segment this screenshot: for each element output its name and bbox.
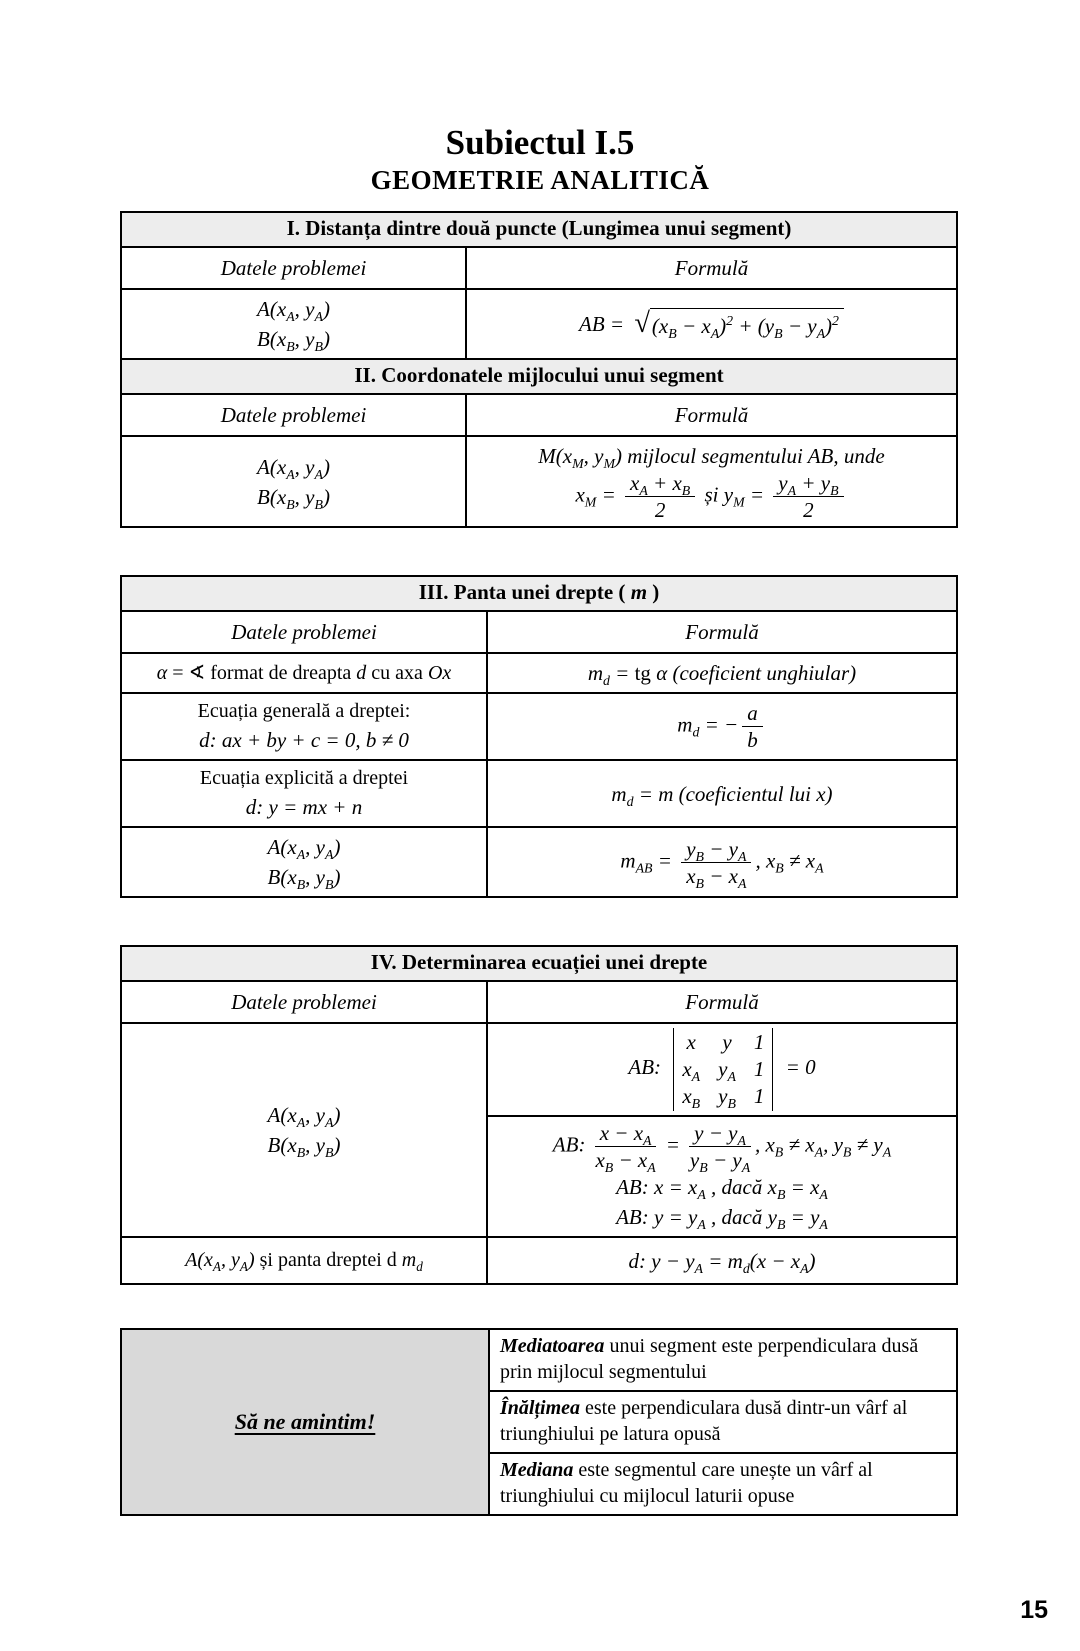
- section-1-header: I. Distanța dintre două puncte (Lungimea unui segment): [122, 213, 956, 246]
- point-slope-formula: d: $y - y_A = m_d(x - x_A)$: [628, 1248, 816, 1276]
- distance-row: [122, 288, 956, 358]
- document-page: [0, 124, 1080, 1651]
- column-labels-row: [122, 393, 956, 435]
- section-3-header: III. Panta unei drepte ( m ): [122, 577, 956, 610]
- vertical-line-case: AB: $x = x_A$ , dacă $x_B = x_A$: [616, 1175, 828, 1203]
- two-points-equation-row: [122, 1022, 956, 1236]
- column-labels-row: [122, 610, 956, 652]
- definition-inaltimea: Înălțimea este perpendiculara dusă dintr-un vârf al triunghiului pe latura opusă: [490, 1390, 956, 1452]
- midpoint-row: [122, 435, 956, 526]
- column-label-formula: Formulă: [674, 256, 749, 280]
- two-points-slope-data: [122, 828, 488, 896]
- section-1-header-row: [122, 213, 956, 246]
- slope-angle-formula: $m_d$ = tg α (coeficient unghiular): [587, 661, 857, 689]
- column-labels-row: [122, 246, 956, 288]
- table-line-equation: [120, 945, 958, 1285]
- two-points-slope-formula: $m_{AB}$ = $\frac{y_B - y_A}{x_B - x_A}$ , $x_B \ne x_A$: [620, 836, 824, 891]
- section-3-header-row: [122, 577, 956, 610]
- two-points-slope-row: [122, 826, 956, 896]
- distance-data-cell: [122, 290, 467, 358]
- horizontal-line-case: AB: $y = y_A$ , dacă $y_B = y_A$: [616, 1205, 828, 1233]
- midpoint-data-cell: [122, 437, 467, 526]
- explicit-equation-row: [122, 759, 956, 826]
- column-label-formula: Formulă: [685, 990, 759, 1015]
- slope-angle-row: [122, 652, 956, 692]
- section-2-header: II. Coordonatele mijlocului unui segment: [122, 360, 956, 393]
- table-slope: [120, 575, 958, 898]
- point-b: $B(x_B$, $y_B$): [257, 327, 330, 355]
- slope-angle-data: α = ∢ format de dreapta d cu axa Ox: [122, 654, 488, 692]
- column-labels-row: [122, 980, 956, 1022]
- midpoint-formula: $x_M$ = $\frac{x_A + x_B}{2}$ și $y_M$ = $\frac{y_A + y_B}{2}$: [575, 471, 847, 522]
- point-a: $A(x_A$, $y_A$): [257, 297, 330, 325]
- ratio-cell: [488, 1117, 956, 1236]
- remember-definitions: [490, 1330, 956, 1514]
- point-b: $B(x_B$, $y_B$): [267, 1133, 341, 1161]
- midpoint-formula-cell: [467, 437, 956, 526]
- determinant-cell: [488, 1024, 956, 1117]
- table-distance-midpoint: [120, 211, 958, 528]
- column-label-formula: Formulă: [685, 620, 759, 645]
- remember-label-cell: [122, 1330, 490, 1514]
- column-label-data: Datele problemei: [122, 395, 467, 435]
- column-label-data: Datele problemei: [122, 248, 467, 288]
- point-b: $B(x_B$, $y_B$): [257, 484, 330, 512]
- explicit-equation-data: Ecuația explicită a dreptei d: y = mx + n: [122, 761, 488, 826]
- column-label-data: Datele problemei: [122, 982, 488, 1022]
- general-equation-data: Ecuația generală a dreptei: d: ax + by + c = 0, b ≠ 0: [122, 694, 488, 759]
- midpoint-definition: $M(x_M$, $y_M$) mijlocul segmentului AB, unde: [538, 444, 885, 472]
- point-a: $A(x_A$, $y_A$): [267, 1103, 341, 1131]
- section-4-header-row: [122, 947, 956, 980]
- definition-mediatoarea: Mediatoarea unui segment este perpendiculara dusă prin mijlocul segmentului: [500, 1335, 919, 1384]
- distance-formula: AB = √ $(x_B - x_A)^2 + (y_B - y_A)^2$: [579, 308, 844, 341]
- point-slope-row: [122, 1236, 956, 1283]
- point-a: $A(x_A$, $y_A$): [257, 454, 330, 482]
- page-subtitle: GEOMETRIE ANALITICĂ: [370, 165, 710, 195]
- section-2-header-row: [122, 358, 956, 393]
- remember-box: [120, 1328, 958, 1516]
- section-4-header: IV. Determinarea ecuației unei drepte: [122, 947, 956, 980]
- point-b: $B(x_B$, $y_B$): [267, 865, 341, 893]
- definition-mediana: Mediana este segmentul care unește un vârf al triunghiului cu mijlocul laturii opuse: [490, 1452, 956, 1514]
- two-point-ratio-formula: AB: $\frac{x - x_A}{x_B - x_A}$ = $\frac{y - y_A}{y_B - y_A}$ , $x_B \ne x_A$, $y_B \ne y_A$: [552, 1120, 892, 1176]
- general-equation-formula: $m_d$ = − $\frac{a}{b}$: [488, 694, 956, 759]
- point-a: $A(x_A$, $y_A$): [267, 835, 341, 863]
- page-number: 15: [1020, 1596, 1048, 1624]
- explicit-equation-formula: $m_d = m$ (coeficientul lui x): [611, 781, 833, 809]
- determinant-formula: AB: x y 1 $x_A$ $y_A$ 1 $x_B$ $y_B$ 1 = 0: [628, 1030, 816, 1112]
- two-points-equation-data: [122, 1024, 488, 1236]
- two-points-equation-formulas: [488, 1024, 956, 1236]
- column-label-data: Datele problemei: [122, 612, 488, 652]
- page-title: Subiectul I.5: [445, 123, 635, 162]
- general-equation-row: [122, 692, 956, 759]
- point-slope-data: $A(x_A$, $y_A$) și panta dreptei d $m_d$: [122, 1238, 488, 1283]
- remember-label: Să ne amintim!: [234, 1409, 376, 1435]
- distance-formula-cell: [467, 290, 956, 358]
- column-label-formula: Formulă: [674, 403, 749, 427]
